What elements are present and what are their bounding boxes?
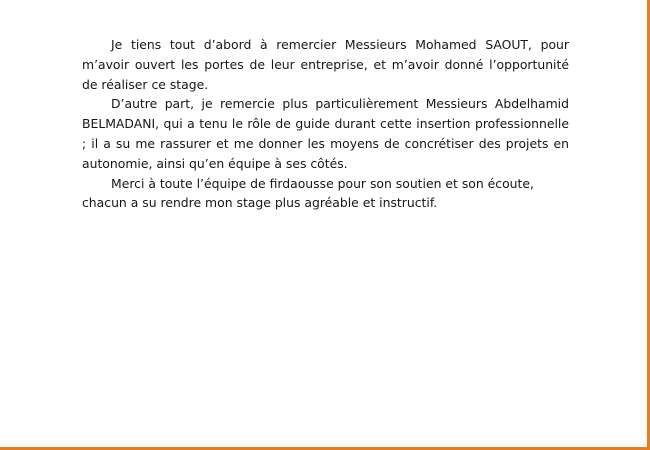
paragraph-thanks-saout: Je tiens tout d’abord à remercier Messieurs Mohamed SAOUT, pour m’avoir ouvert les portes de leur entreprise, et m’avoir donné l’opportunité de réaliser ce stage. [82, 37, 569, 92]
acknowledgement-text [82, 35, 569, 213]
closing-line-2: chacun a su rendre mon stage plus agréable et instructif. [82, 195, 438, 211]
closing-line-1: Merci à toute l’équipe de firdaousse pour son soutien et son écoute, [111, 175, 534, 191]
paragraph-thanks-belmadani: D’autre part, je remercie plus particulièrement Messieurs Abdelhamid BELMADANI, qui a tenu le rôle de guide durant cette insertion professionnelle ; il a su me rassurer et me donner les moyens de concrétiser des projets en autonomie, ainsi qu’en équipe à ses côtés. [82, 96, 569, 171]
paragraph-thanks-team [82, 174, 569, 214]
